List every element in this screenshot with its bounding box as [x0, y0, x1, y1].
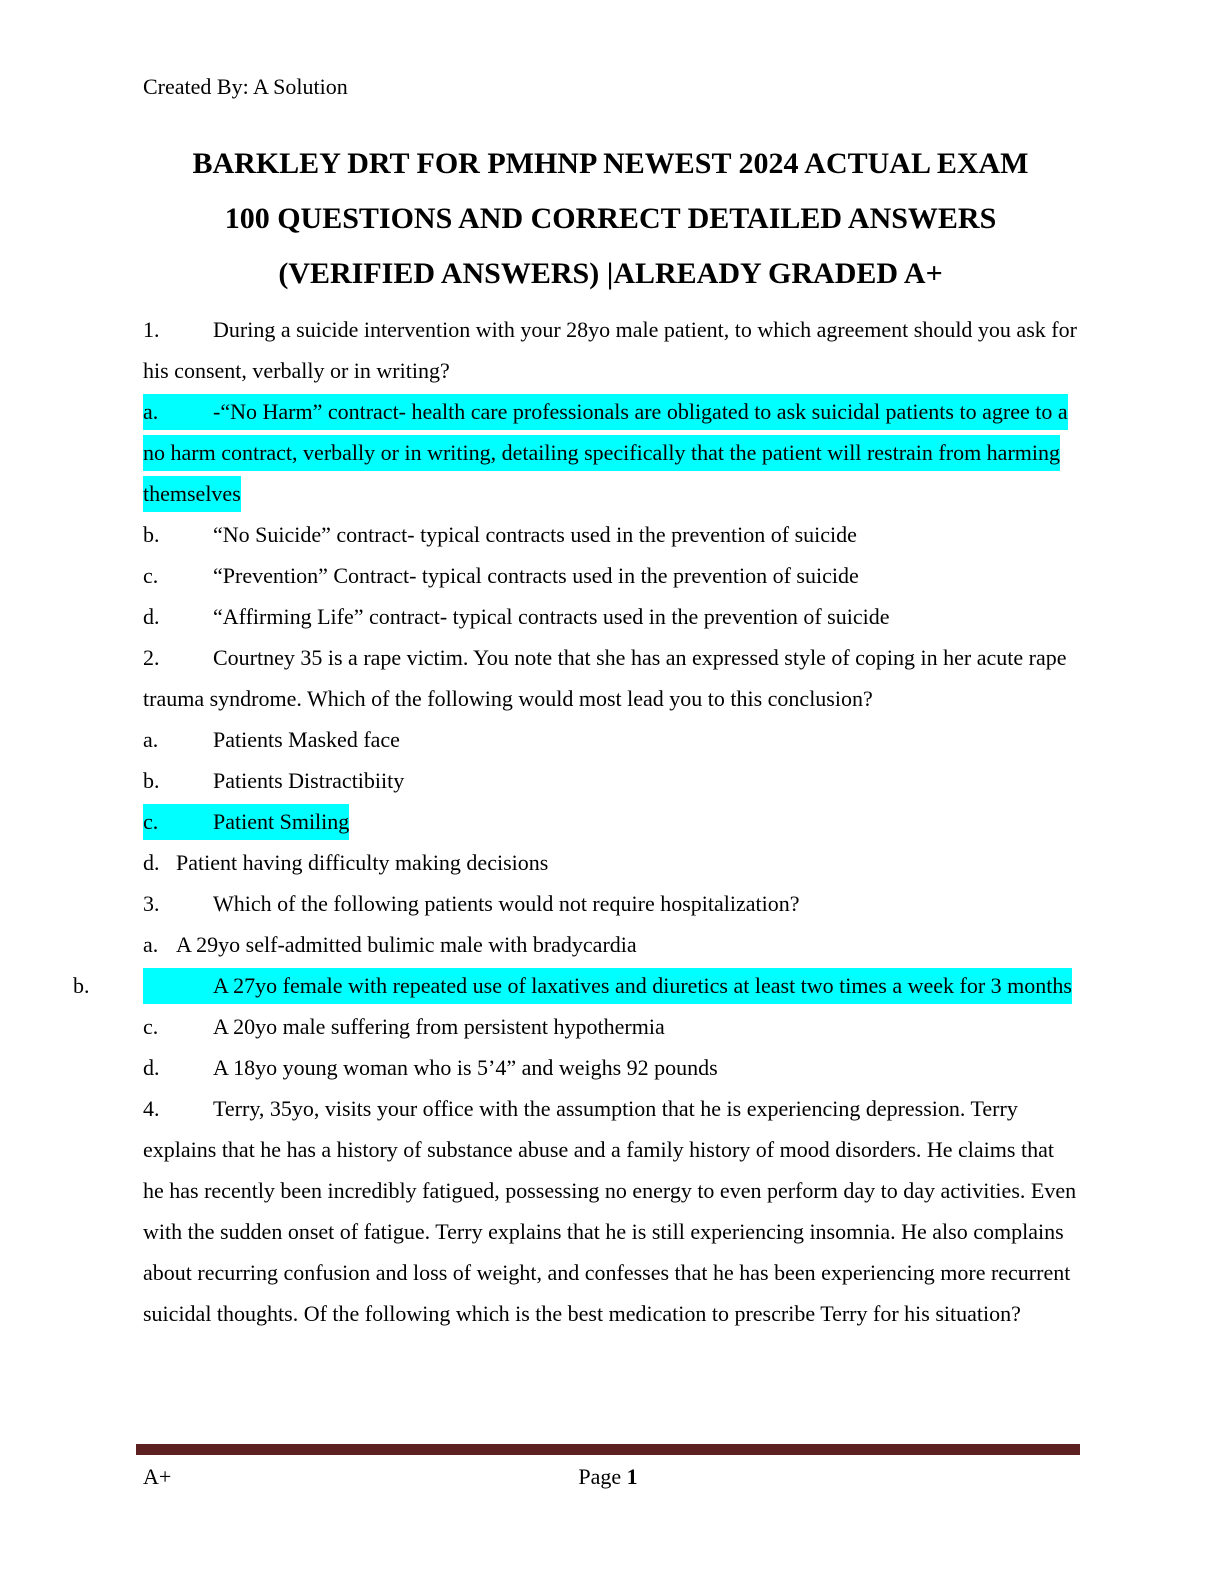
title-line-1: BARKLEY DRT FOR PMHNP NEWEST 2024 ACTUAL EXAM [192, 147, 1029, 180]
paragraph-text: Patient Smiling [213, 809, 350, 834]
option-label: d. [143, 850, 160, 875]
paragraph-text: A 27yo female with repeated use of laxatives and diuretics at least two times a week for 3 months [213, 973, 1072, 998]
answer-option-paragraph [143, 801, 1078, 842]
option-label: 4. [143, 1096, 160, 1121]
option-label: 3. [143, 891, 160, 916]
answer-option-paragraph [143, 760, 1078, 801]
title-line-2: 100 QUESTIONS AND CORRECT DETAILED ANSWERS [224, 202, 997, 235]
footer-divider [136, 1444, 1080, 1455]
option-label: c. [143, 1014, 159, 1039]
option-label: b. [73, 973, 90, 998]
paragraph-text: Terry, 35yo, visits your office with the assumption that he is experiencing depression. Terry explains that he has a history of substance abuse and a family history of mood disorders. He claims that he has recently been incredibly fatigued, possessing no energy to even perform day to day activities. Even with the sudden onset of fatigue. Terry explains that he is still experiencing insomnia. He also complains about recurring confusion and loss of weight, and confesses that he has been experiencing more recurrent suicidal thoughts. Of the following which is the best medication to prescribe Terry for his situation? [143, 1096, 1077, 1326]
answer-option-paragraph [143, 1047, 1078, 1088]
option-label: a. [143, 399, 159, 424]
paragraph-text: Patients Distractibiity [213, 768, 405, 793]
answer-option-paragraph [143, 842, 1078, 883]
answer-option-paragraph [143, 596, 1078, 637]
highlighted-answer [143, 804, 349, 840]
highlighted-answer [143, 394, 1068, 512]
page-number [136, 1462, 1080, 1492]
option-label: d. [143, 604, 160, 629]
paragraph-text: Courtney 35 is a rape victim. You note that she has an expressed style of coping in her acute rape trauma syndrome. Which of the following would most lead you to this conclusion? [143, 645, 1067, 711]
paragraph-text: “Affirming Life” contract- typical contracts used in the prevention of suicide [213, 604, 890, 629]
page-number-label: Page [578, 1464, 622, 1489]
page-footer [136, 1444, 1080, 1492]
created-by-line: Created By: A Solution [143, 74, 348, 99]
answer-option-paragraph [143, 1006, 1078, 1047]
paragraph-text: During a suicide intervention with your 28yo male patient, to which agreement should you ask for his consent, verbally or in writing? [143, 317, 1077, 383]
answer-option-paragraph [143, 514, 1078, 555]
option-label: c. [143, 809, 159, 834]
answer-option-paragraph [73, 965, 1078, 1006]
paragraph-text: A 20yo male suffering from persistent hypothermia [213, 1014, 665, 1039]
question-list [73, 309, 1078, 1334]
title-line-3: (VERIFIED ANSWERS) |ALREADY GRADED A+ [278, 257, 943, 290]
footer-grade-label: A+ [143, 1464, 172, 1489]
answer-option-paragraph [143, 555, 1078, 596]
option-label: a. [143, 727, 159, 752]
option-label: 1. [143, 317, 160, 342]
paragraph-text: Which of the following patients would not require hospitalization? [213, 891, 800, 916]
highlighted-answer [73, 968, 1072, 1004]
paragraph-text: -“No Harm” contract- health care professionals are obligated to ask suicidal patients to agree to a no harm contract, verbally or in writing, detailing specifically that the patient will restrain from harming themselves [143, 399, 1068, 506]
option-label: d. [143, 1055, 160, 1080]
paragraph-text: Patient having difficulty making decisions [176, 850, 549, 875]
option-label: a. [143, 932, 159, 957]
question-paragraph [143, 1088, 1078, 1334]
option-label: c. [143, 563, 159, 588]
answer-option-paragraph [143, 924, 1078, 965]
option-label: b. [143, 522, 160, 547]
paragraph-text: A 18yo young woman who is 5’4” and weighs 92 pounds [213, 1055, 718, 1080]
paragraph-text: “No Suicide” contract- typical contracts used in the prevention of suicide [213, 522, 857, 547]
document-title [143, 136, 1078, 301]
paragraph-text: Patients Masked face [213, 727, 400, 752]
question-paragraph [143, 883, 1078, 924]
footer-row [136, 1462, 1080, 1492]
page-number-value: 1 [626, 1464, 638, 1489]
question-paragraph [143, 309, 1078, 391]
paragraph-text: A 29yo self-admitted bulimic male with bradycardia [176, 932, 637, 957]
answer-option-paragraph [143, 391, 1078, 514]
option-label: 2. [143, 645, 160, 670]
paragraph-text: “Prevention” Contract- typical contracts used in the prevention of suicide [213, 563, 859, 588]
option-label: b. [143, 768, 160, 793]
answer-option-paragraph [143, 719, 1078, 760]
question-paragraph [143, 637, 1078, 719]
